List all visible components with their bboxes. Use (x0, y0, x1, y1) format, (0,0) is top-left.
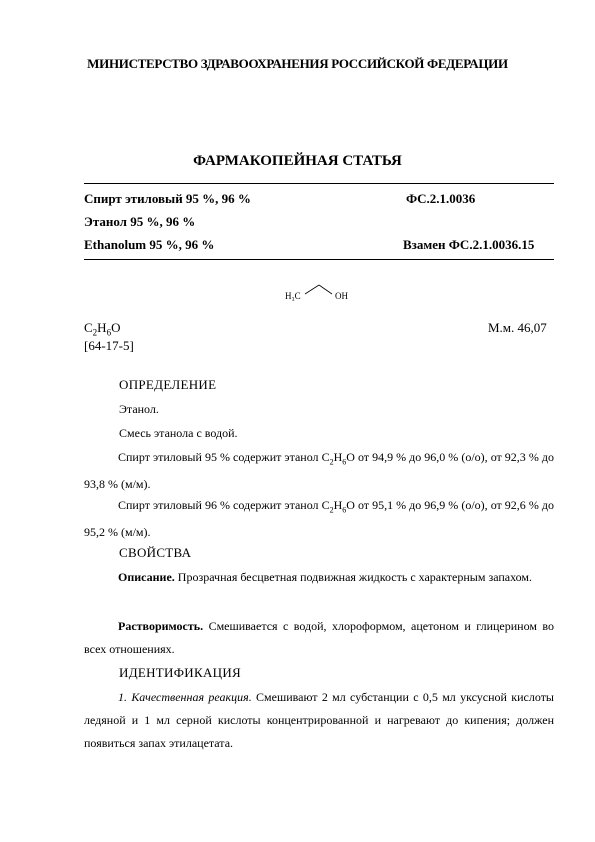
structure-left-label: H₃C (285, 291, 301, 301)
name-russian: Спирт этиловый 95 %, 96 % (84, 191, 251, 206)
bottom-rule (84, 259, 554, 260)
name-latin: Ethanolum 95 %, 96 % (84, 237, 215, 252)
section-definition: ОПРЕДЕЛЕНИЕ (119, 377, 217, 392)
name-russian-alt: Этанол 95 %, 96 % (84, 214, 196, 229)
structural-formula (283, 280, 363, 311)
description-paragraph: Описание. Прозрачная бесцветная подвижная жидкость с характерным запахом. (118, 570, 533, 584)
pharmacopoeia-code: ФС.2.1.0036 (406, 191, 476, 206)
ministry-header: МИНИСТЕРСТВО ЗДРАВООХРАНЕНИЯ РОССИЙСКОЙ ФЕДЕРАЦИИ (87, 56, 508, 71)
section-properties: СВОЙСТВА (119, 545, 192, 560)
replaces-code: Взамен ФС.2.1.0036.15 (403, 237, 535, 252)
top-rule (84, 183, 554, 184)
definition-line-1: Этанол. (119, 402, 159, 416)
molecular-formula: $C_2H_6O$ (84, 320, 121, 338)
identification-paragraph: 1. Качественная реакция. Смешивают 2 мл субстанции с 0,5 мл уксусной кислоты ледяной и 1 мл серной кислоты концентрированной и нагревают до кипения; должен появиться запах этилацетата. (84, 690, 554, 750)
solubility-paragraph: Растворимость. Смешивается с водой, хлороформом, ацетоном и глицерином во всех отношениях. (84, 619, 554, 656)
section-identification: ИДЕНТИФИКАЦИЯ (119, 665, 241, 680)
cas-number: [64-17-5] (84, 338, 134, 353)
definition-line-2: Смесь этанола с водой. (119, 426, 238, 440)
document-type-title: ФАРМАКОПЕЙНАЯ СТАТЬЯ (193, 153, 402, 169)
definition-96-paragraph: Спирт этиловый 96 % содержит этанол $C_2H_6O$ от 95,1 % до 96,9 % (о/о), от 92,6 % до 95,2 % (м/м). (84, 498, 554, 540)
structure-right-label: OH (335, 291, 348, 301)
definition-95-paragraph: Спирт этиловый 95 % содержит этанол $C_2H_6O$ от 94,9 % до 96,0 % (о/о), от 92,3 % до 93,8 % (м/м). (84, 450, 554, 492)
molecular-weight: М.м. 46,07 (488, 320, 547, 335)
